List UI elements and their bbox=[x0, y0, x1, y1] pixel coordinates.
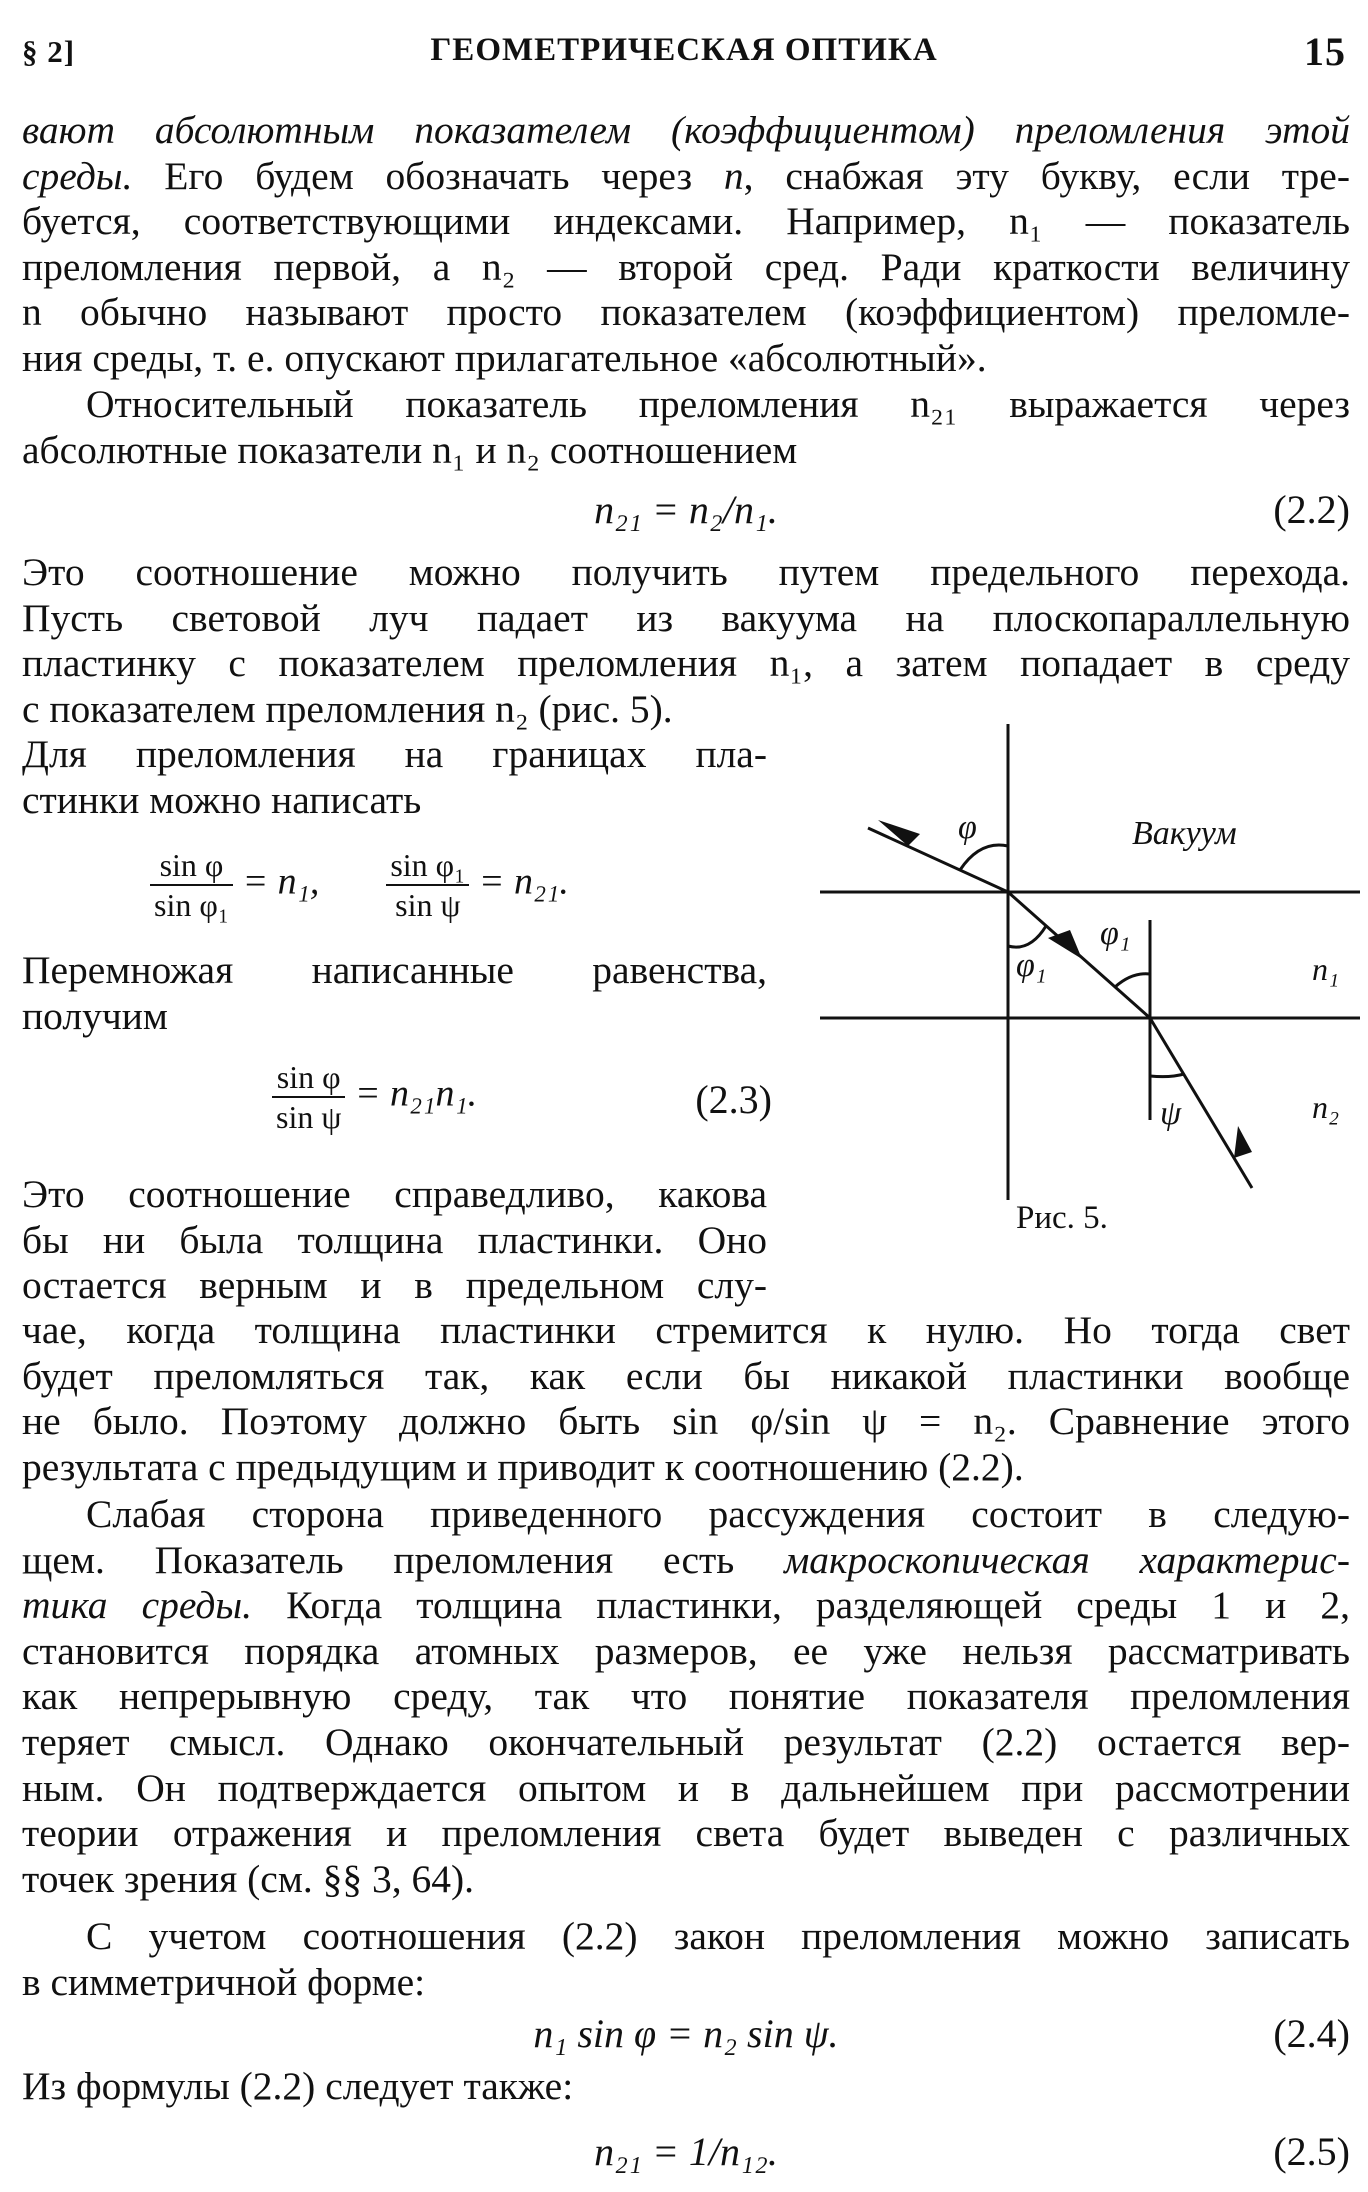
figure-5 bbox=[820, 716, 1360, 1236]
label-phi: φ bbox=[958, 809, 977, 846]
header-title: ГЕОМЕТРИЧЕСКАЯ ОПТИКА bbox=[430, 32, 938, 68]
fraction bbox=[386, 846, 469, 924]
text-line: становится порядка атомных размеров, ее уже нельзя рассматривать bbox=[22, 1628, 1350, 1673]
equation-number: (2.2) bbox=[1273, 487, 1350, 532]
text-line: пластинку с показателем преломления n₁, а затем попадает в среду bbox=[22, 641, 1350, 686]
text-line: с показателем преломления n₂ (рис. 5). bbox=[22, 686, 673, 731]
emphasis: среды. bbox=[22, 153, 133, 198]
arrow-head-refracted-2 bbox=[1234, 1126, 1252, 1158]
text-span: щем. Показатель преломления есть bbox=[22, 1537, 785, 1582]
text-line: ния среды, т. е. опускают прилагательное «абсолютный». bbox=[22, 335, 987, 380]
numerator: sin φ bbox=[150, 846, 233, 886]
angle-arc-psi bbox=[1150, 1074, 1184, 1077]
text-span: Его будем обозначать через bbox=[132, 153, 724, 198]
paragraph-2 bbox=[22, 382, 1350, 473]
text-line: будет преломляться так, как если бы никакой пластинки вообще bbox=[22, 1353, 1350, 1398]
text-line: точек зрения (см. §§ 3, 64). bbox=[22, 1856, 474, 1901]
equation-2-4 bbox=[22, 2010, 1350, 2056]
denominator: sin φ₁ bbox=[154, 887, 229, 923]
text-line: вают абсолютным показателем (коэффициентом) преломления этой bbox=[22, 108, 1350, 152]
equation-2-2 bbox=[22, 486, 1350, 532]
numerator: sin φ bbox=[272, 1058, 345, 1098]
equation-number: (2.5) bbox=[1273, 2129, 1350, 2174]
page-number: 15 bbox=[1304, 29, 1346, 74]
text-line: чае, когда толщина пластинки стремится к нулю. Но тогда свет bbox=[22, 1308, 1350, 1352]
figure-caption: Рис. 5. bbox=[1016, 1200, 1108, 1236]
paragraph-6 bbox=[22, 1492, 1350, 1902]
fraction bbox=[150, 846, 233, 924]
text-line: Относительный показатель преломления n₂₁ выражается через bbox=[86, 382, 1350, 426]
paragraph-5-cont bbox=[22, 1308, 1350, 1490]
paragraph-1 bbox=[22, 108, 1350, 382]
text-line: преломления первой, а n₂ — второй сред. Ради краткости величину bbox=[22, 244, 1350, 289]
refraction-diagram bbox=[820, 716, 1360, 1236]
text-line bbox=[22, 154, 1350, 200]
paragraph-7 bbox=[22, 1914, 1350, 2005]
equation-rhs: = n₂₁n₁. bbox=[354, 1072, 478, 1115]
paragraph-3-cont bbox=[22, 732, 767, 823]
emphasis: тика среды. bbox=[22, 1583, 253, 1628]
label-n2: n₂ bbox=[1312, 1089, 1340, 1125]
paragraph-3 bbox=[22, 550, 1350, 732]
equation-pair bbox=[150, 846, 569, 924]
text-line: Перемножая написанные равенства, bbox=[22, 948, 767, 992]
equation-body: n₁ sin φ = n₂ sin ψ. bbox=[533, 2011, 839, 2056]
equation-2-3 bbox=[272, 1058, 772, 1136]
text-line: в симметричной форме: bbox=[22, 1959, 426, 2004]
equation-rhs: = n₁, bbox=[242, 860, 320, 903]
text-line: Это соотношение справедливо, какова bbox=[22, 1172, 767, 1216]
text-line: как непрерывную среду, так что понятие показателя преломления bbox=[22, 1674, 1350, 1719]
equation-body: n₂₁ = n₂/n₁. bbox=[594, 487, 778, 532]
equation-number: (2.3) bbox=[695, 1077, 772, 1122]
text-line: результата с предыдущим и приводит к соотношению (2.2). bbox=[22, 1444, 1024, 1489]
paragraph-8 bbox=[22, 2064, 1350, 2110]
text-line: Из формулы (2.2) следует также: bbox=[22, 2064, 574, 2108]
text-span: Когда толщина пластинки, разделяющей среды 1 и 2, bbox=[252, 1583, 1350, 1628]
paragraph-5 bbox=[22, 1172, 767, 1309]
text-line: теории отражения и преломления света будет выведен с различных bbox=[22, 1811, 1350, 1856]
equation-body: n₂₁ = 1/n₁₂. bbox=[594, 2129, 778, 2174]
label-phi1-right: φ₁ bbox=[1100, 915, 1131, 952]
symbol: n bbox=[723, 153, 744, 198]
angle-arc-phi bbox=[960, 845, 1008, 870]
text-line: Для преломления на границах пла- bbox=[22, 732, 767, 776]
text-line bbox=[22, 1538, 1350, 1584]
label-n1: n₁ bbox=[1312, 951, 1340, 987]
text-line: Слабая сторона приведенного рассуждения состоит в следую- bbox=[86, 1492, 1350, 1536]
text-line: n обычно называют просто показателем (коэффициентом) преломле- bbox=[22, 290, 1350, 335]
equation-2-5 bbox=[22, 2128, 1350, 2174]
arrow-head-refracted-1 bbox=[1048, 930, 1082, 959]
text-line: стинки можно написать bbox=[22, 777, 422, 822]
text-line: Это соотношение можно получить путем предельного перехода. bbox=[22, 550, 1350, 594]
fraction bbox=[272, 1058, 345, 1136]
text-line bbox=[22, 1583, 1350, 1629]
text-line: не было. Поэтому должно быть sin φ/sin ψ = n₂. Сравнение этого bbox=[22, 1399, 1350, 1444]
text-line: ным. Он подтверждается опытом и в дальнейшем при рассмотрении bbox=[22, 1765, 1350, 1810]
text-line: получим bbox=[22, 993, 168, 1038]
text-line: Пусть световой луч падает из вакуума на плоскопараллельную bbox=[22, 595, 1350, 640]
text-line: С учетом соотношения (2.2) закон преломления можно записать bbox=[86, 1914, 1350, 1958]
text-span: , снабжая эту букву, если тре- bbox=[743, 153, 1350, 198]
equation-number: (2.4) bbox=[1273, 2011, 1350, 2056]
label-psi: ψ bbox=[1160, 1095, 1182, 1132]
denominator: sin ψ bbox=[395, 887, 461, 923]
angle-arc-phi1-left bbox=[1008, 926, 1046, 947]
paragraph-4 bbox=[22, 948, 767, 1039]
running-header bbox=[22, 22, 1346, 78]
text-line: буется, соответствующими индексами. Например, n₁ — показатель bbox=[22, 199, 1350, 244]
text-line: бы ни была толщина пластинки. Оно bbox=[22, 1217, 767, 1262]
angle-arc-phi1-right bbox=[1115, 974, 1150, 987]
numerator: sin φ₁ bbox=[386, 846, 469, 886]
text-line: теряет смысл. Однако окончательный результат (2.2) остается вер- bbox=[22, 1719, 1350, 1764]
denominator: sin ψ bbox=[276, 1099, 342, 1135]
text-line: остается верным и в предельном слу- bbox=[22, 1263, 767, 1308]
header-section: § 2] bbox=[22, 34, 76, 69]
label-phi1-left: φ₁ bbox=[1016, 947, 1047, 984]
text-line: абсолютные показатели n₁ и n₂ соотношением bbox=[22, 427, 798, 472]
label-vacuum: Вакуум bbox=[1132, 815, 1237, 852]
emphasis: макроскопическая характерис- bbox=[784, 1537, 1350, 1582]
equation-rhs: = n₂₁. bbox=[478, 860, 569, 903]
incident-ray bbox=[868, 828, 1008, 892]
